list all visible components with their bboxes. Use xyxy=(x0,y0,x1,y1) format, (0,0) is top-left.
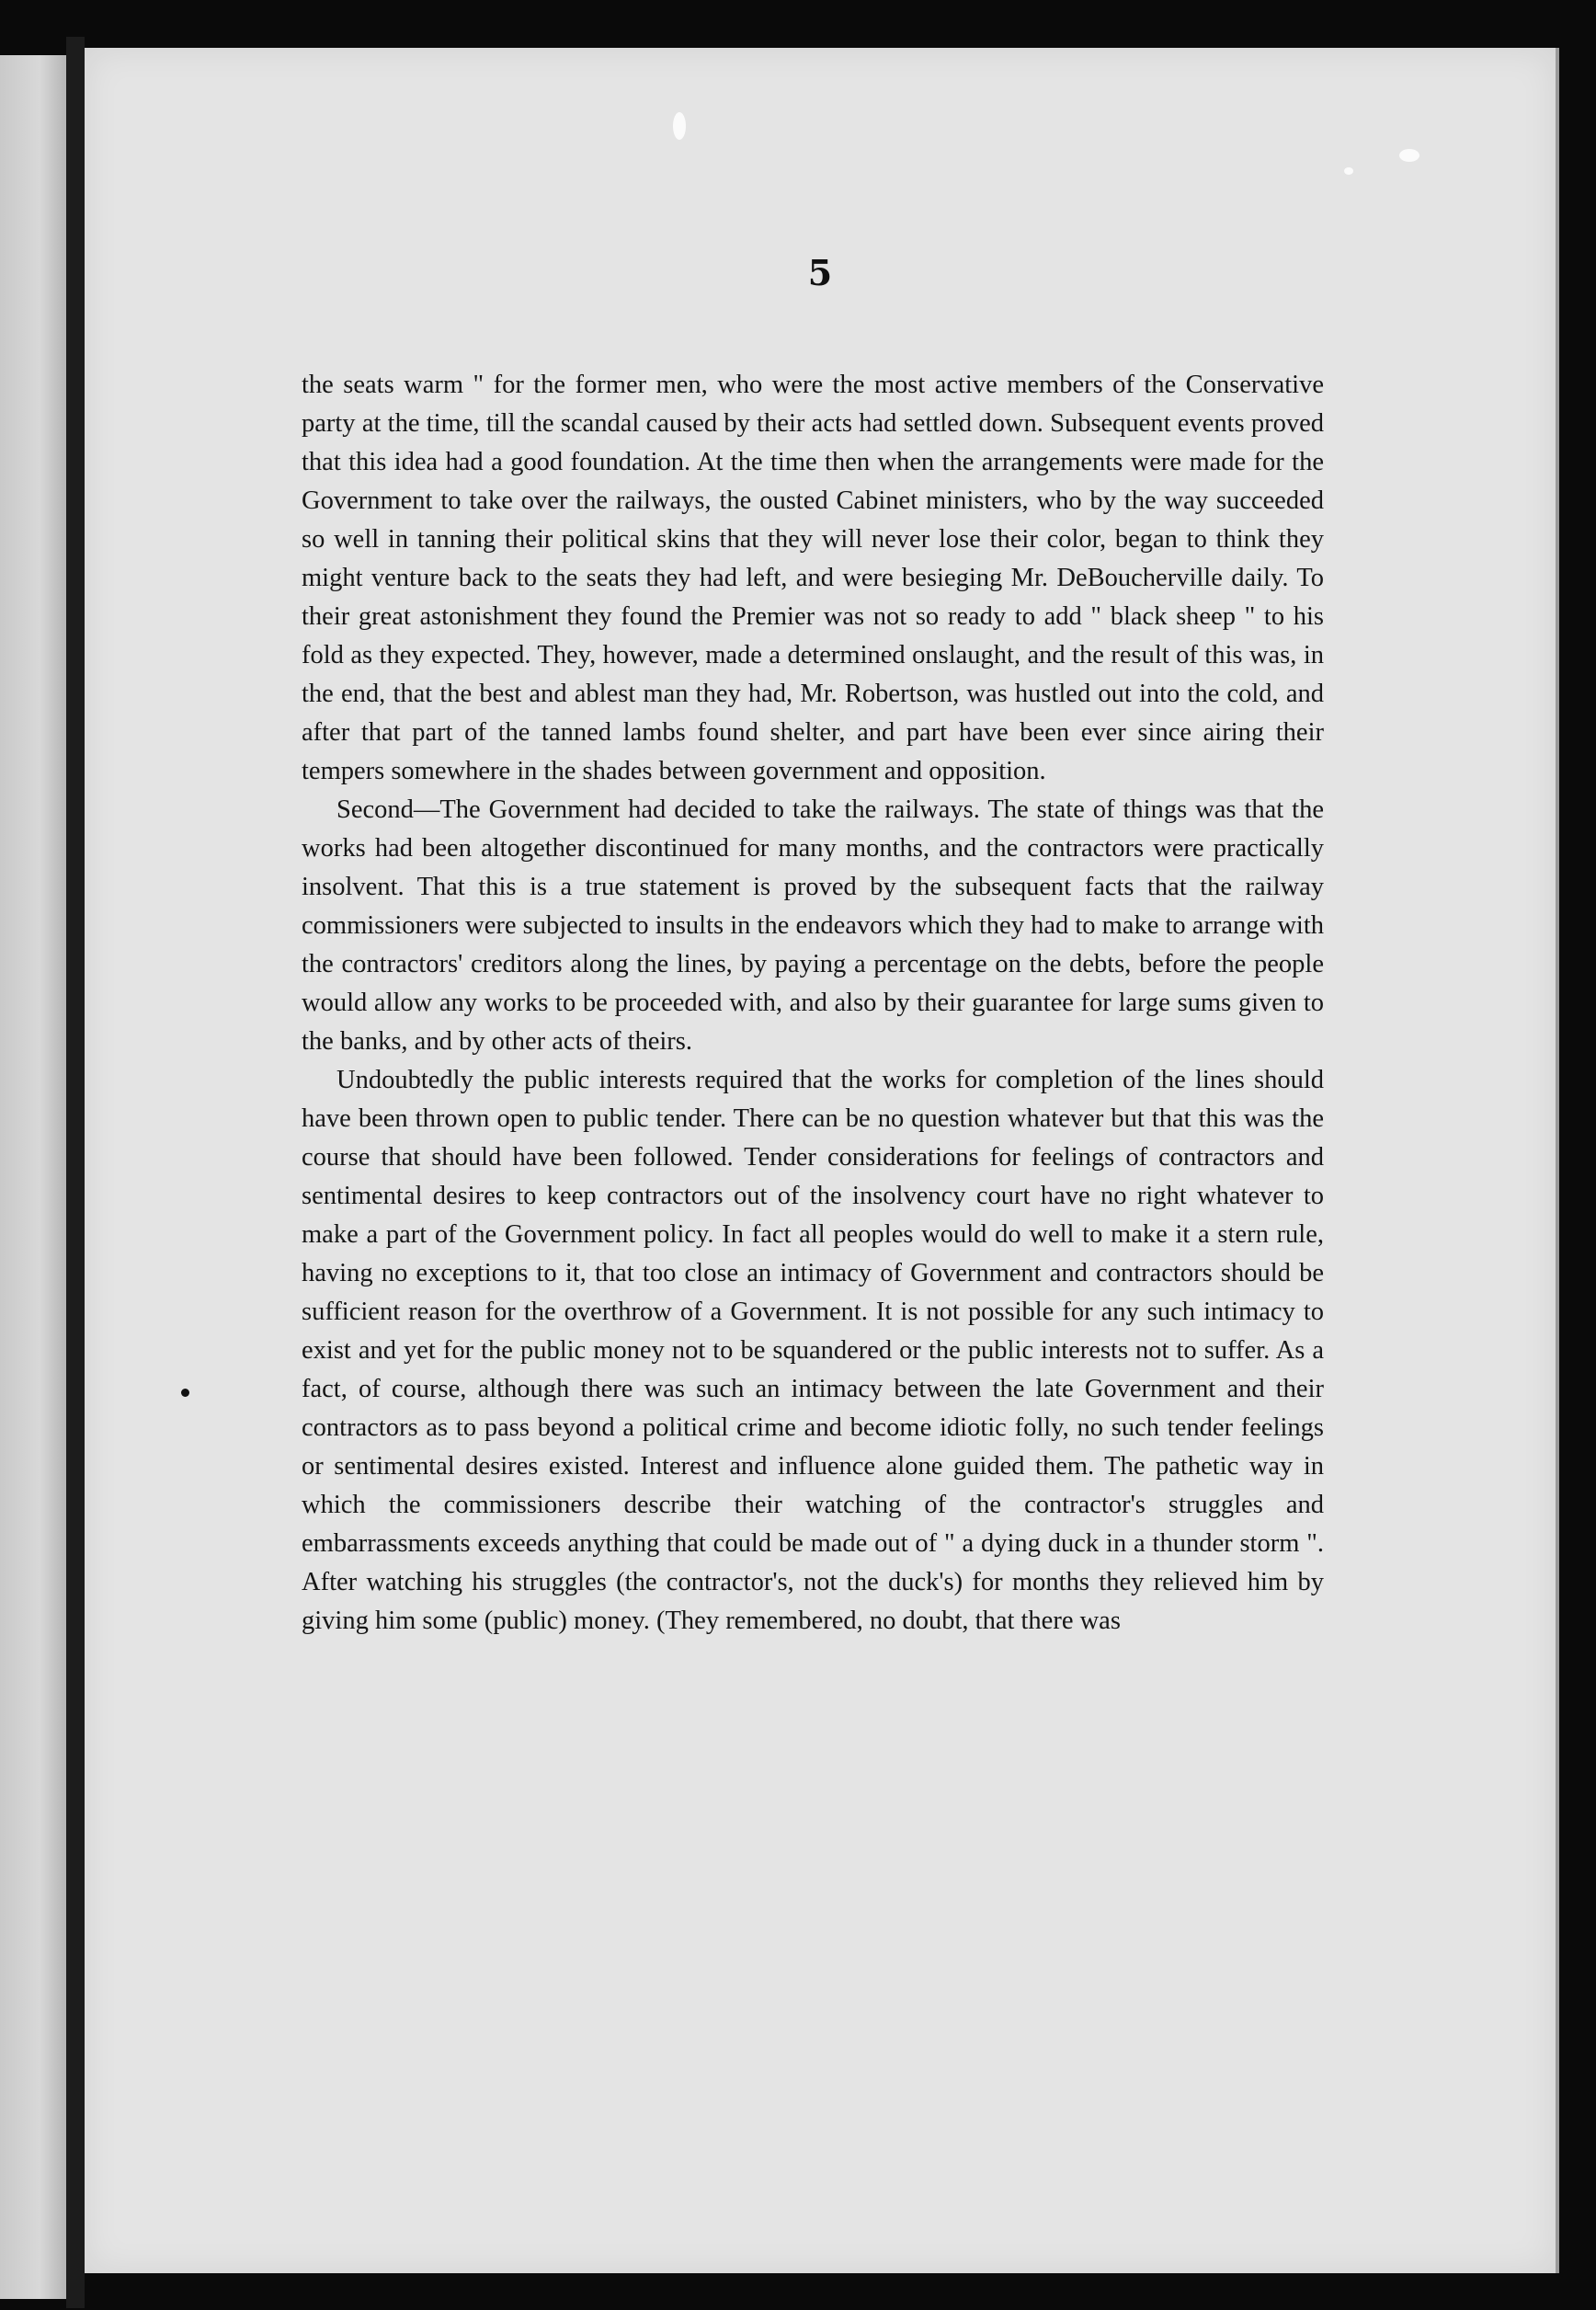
paragraph: the seats warm " for the former men, who were the most active members of the Conservative party at the time, till the scandal caused by their acts had settled down. Subsequent events proved that this idea had a good foundation. At the time then when the arrangements were made for the Government to take over the railways, the ousted Cabinet ministers, who by the way succeeded so well in tanning their political skins that they will never lose their color, began to think they might venture back to the seats they had left, and were besieging Mr. DeBoucherville daily. To their great astonishment they found the Premier was not so ready to add " black sheep " to his fold as they expected. They, however, made a determined onslaught, and the result of this was, in the end, that the best and ablest man they had, Mr. Robertson, was hustled out into the cold, and after that part of the tanned lambs found shelter, and part have been ever since airing their tempers somewhere in the shades between government and opposition. xyxy=(302,371,1324,785)
paragraph: Undoubtedly the public interests required that the works for completion of the lines should have been thrown open to public tender. There can be no question whatever but that this was the course that should have been followed. Tender considerations for feelings of contractors and sentimental desires to keep contractors out of the insolvency court have no right whatever to make a part of the Government policy. In fact all peoples would do well to make it a stern rule, having no exceptions to it, that too close an intimacy of Government and contractors should be sufficient reason for the overthrow of a Government. It is not possible for any such intimacy to exist and yet for the public money not to be squandered or the public interests not to suffer. As a fact, of course, although there was such an intimacy between the late Government and their contractors as to pass beyond a political crime and become idiotic folly, no such tender feelings or sentimental desires existed. Interest and influence alone guided them. The pathetic way in which the commissioners describe their watching of the contractor's struggles and embarrassments exceeds anything that could be made out of " a dying duck in a thunder storm ". After watching his struggles (the contractor's, not the duck's) for months they relieved him by giving him some (public) money. (They remembered, no doubt, that there was xyxy=(302,1066,1324,1635)
book-page xyxy=(85,48,1559,2273)
ink-speck xyxy=(181,1389,189,1397)
body-text xyxy=(302,366,1324,1641)
book-gutter xyxy=(66,37,85,2308)
paragraph: Second—The Government had decided to take the railways. The state of things was that the works had been altogether discontinued for many months, and the contractors were practically insolvent. That this is a true statement is proved by the subsequent facts that the railway commissioners were subjected to insults in the endeavors which they had to make to arrange with the contractors' creditors along the lines, by paying a percentage on the debts, before the people would allow any works to be proceeded with, and also by their guarantee for large sums given to the banks, and by other acts of theirs. xyxy=(302,795,1325,1056)
facing-page-edge xyxy=(0,55,69,2299)
page-number: 5 xyxy=(807,252,833,293)
